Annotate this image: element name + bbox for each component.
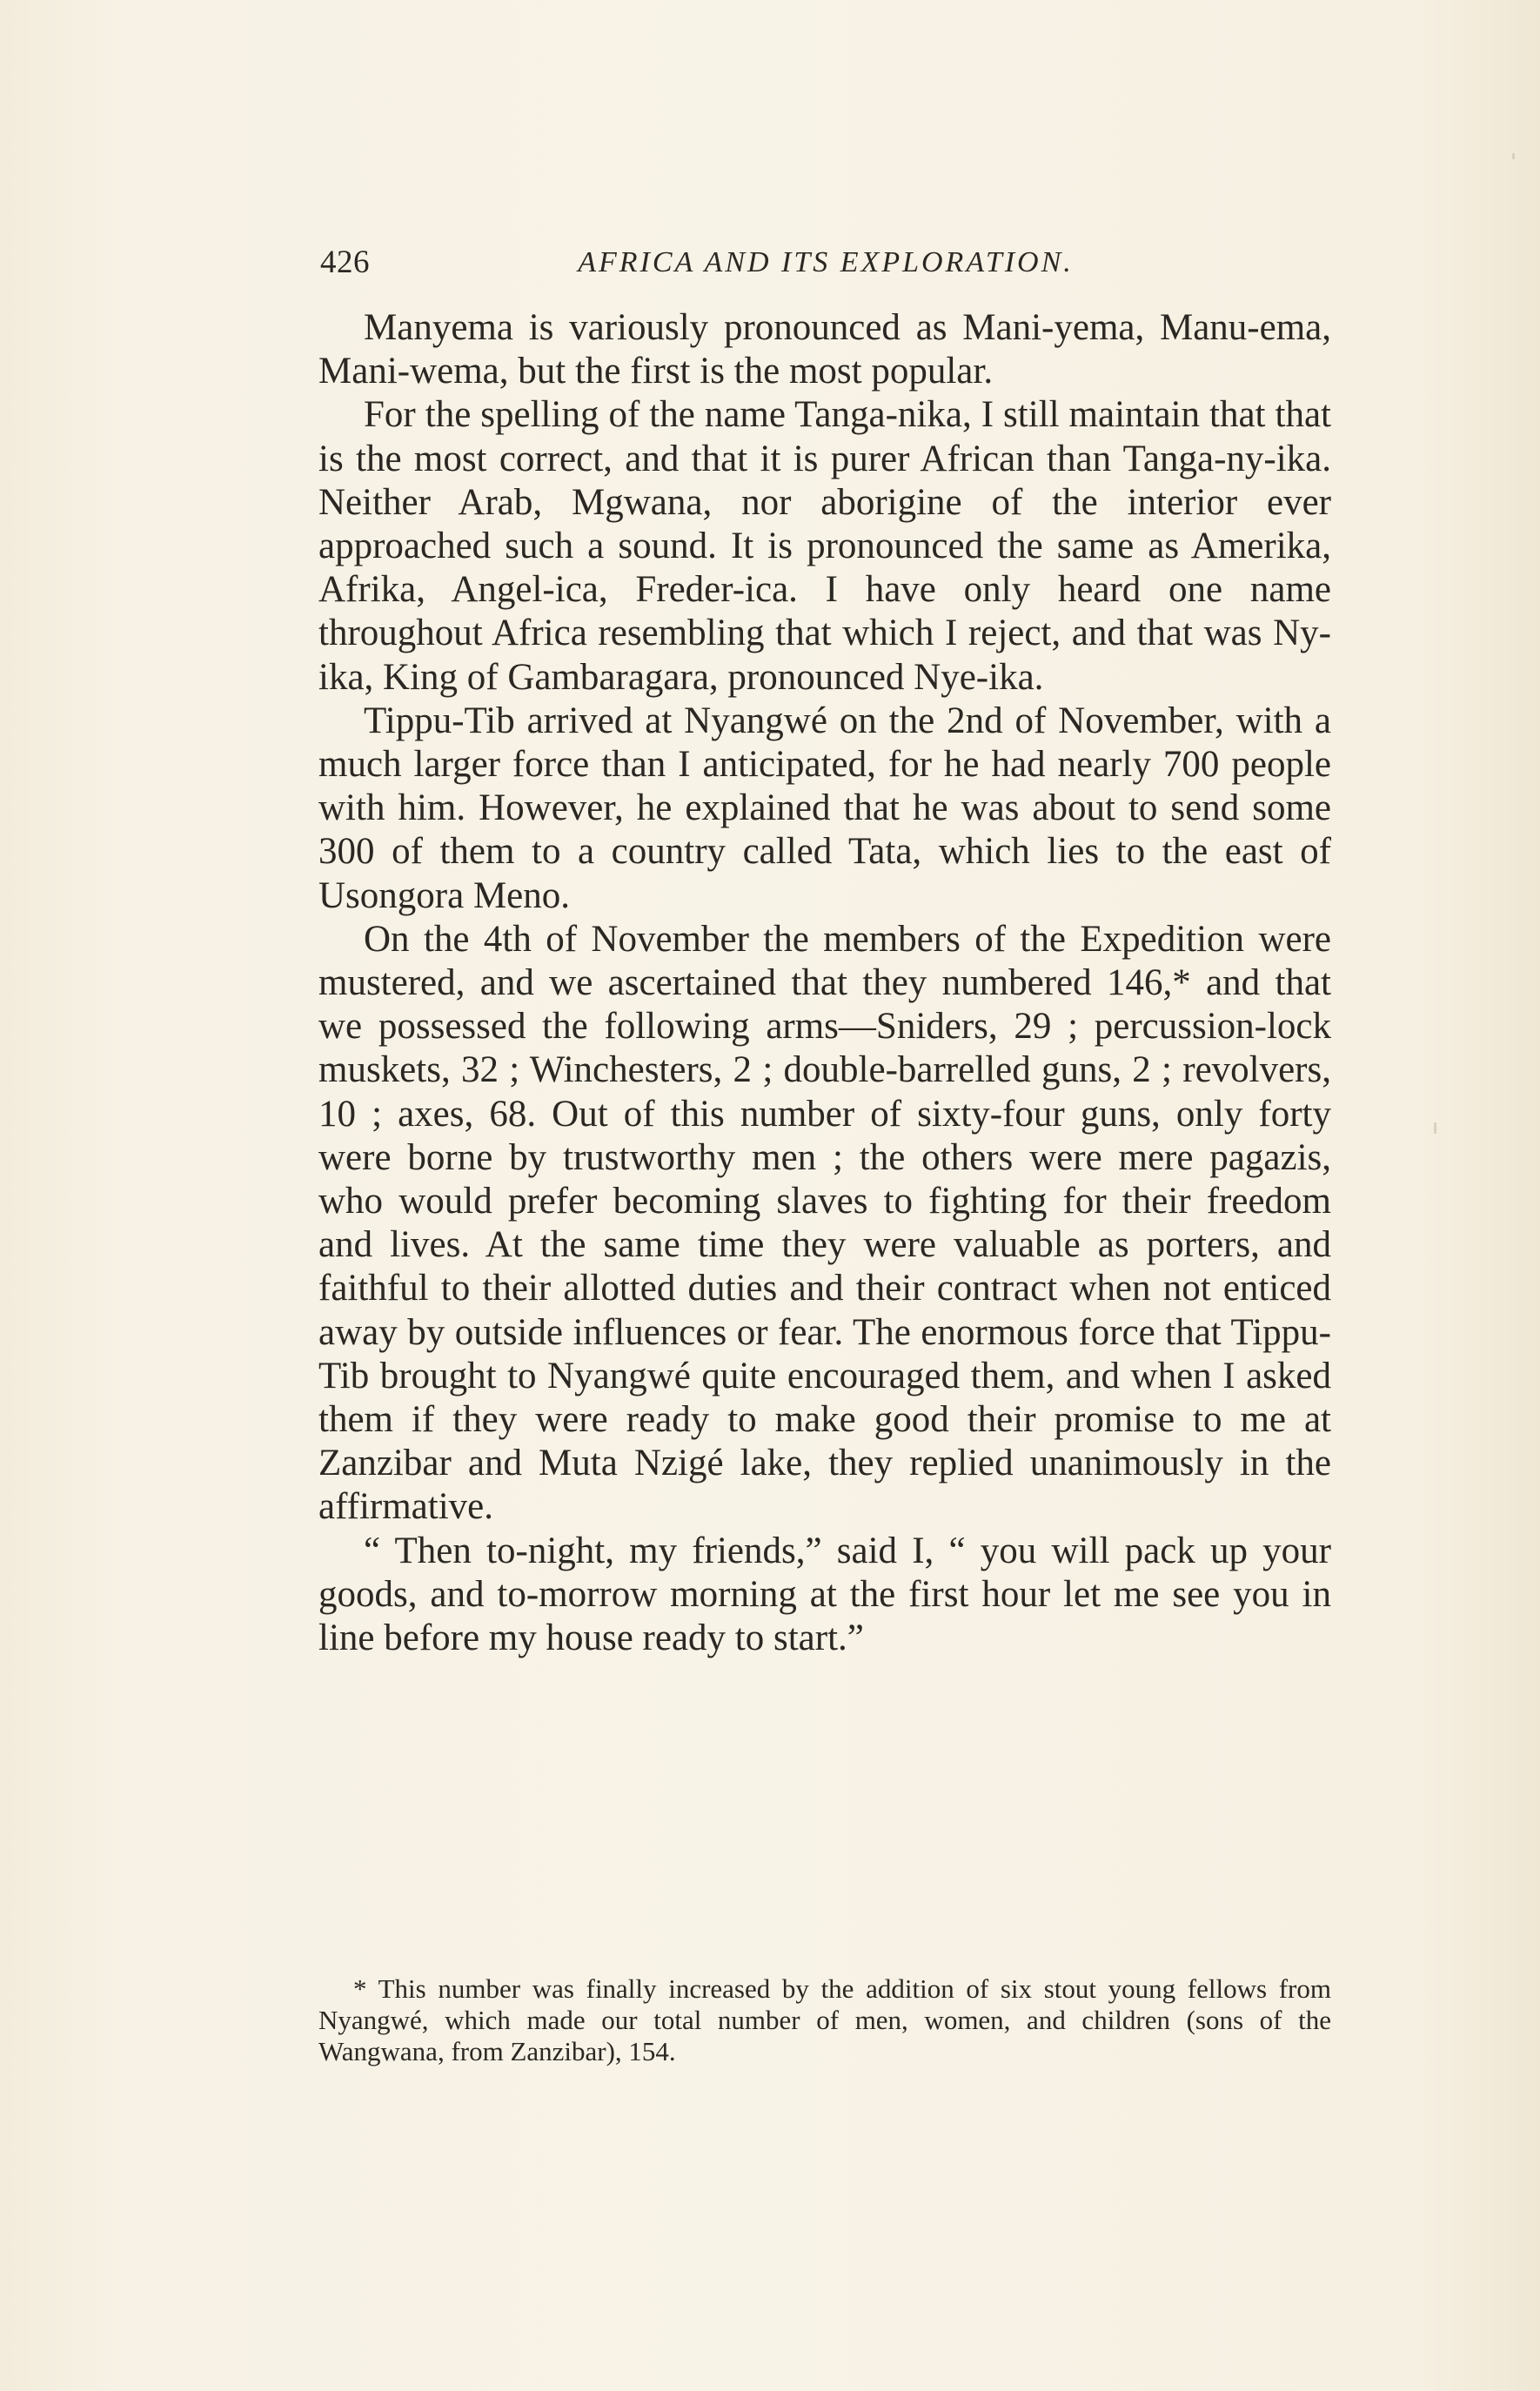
- page-header: [320, 237, 1331, 289]
- main-text: [318, 306, 1331, 1660]
- paragraph-manyema: Manyema is variously pronounced as Mani-yema, Manu-ema, Mani-wema, but the first is the most popular.: [318, 307, 1331, 392]
- page-number: 426: [320, 244, 370, 280]
- paragraph-expedition-muster: On the 4th of November the members of the Expedition were mustered, and we ascertained that they numbered 146,* and that we possessed the following arms—Sniders, 29 ; percussion-lock muskets, 32 ; Winchesters, 2 ; double-barrelled guns, 2 ; revolvers, 10 ; axes, 68. Out of this number of sixty-four guns, only forty were borne by trustworthy men ; the others were mere pagazis, who would prefer becoming slaves to fighting for their freedom and lives. At the same time they were valuable as porters, and faithful to their allotted duties and their contract when not enticed away by outside influences or fear. The enormous force that Tippu-Tib brought to Nyangwé quite encouraged them, and when I asked them if they were ready to make good their promise to me at Zanzibar and Muta Nzigé lake, they replied unanimously in the affirmative.: [318, 918, 1331, 1528]
- paragraph-tanganika: For the spelling of the name Tanga-nika, I still maintain that that is the most correct, and that it is purer African than Tanga-ny-ika. Neither Arab, Mgwana, nor aborigine of the interior ever approached such a sound. It is pronounced the same as Amerika, Afrika, Angel-ica, Freder-ica. I have only heard one name throughout Africa resembling that which I reject, and that was Ny-ika, King of Gambaragara, pronounced Nye-ika.: [318, 394, 1331, 698]
- page-speck: [1434, 1122, 1436, 1134]
- footnote: [318, 1973, 1331, 2067]
- paragraph-tonight: “ Then to-night, my friends,” said I, “ you will pack up your goods, and to-morrow morning at the first hour let me see you in line before my house ready to start.”: [318, 1530, 1331, 1659]
- page-speck: [1512, 153, 1515, 159]
- paragraph-tippu-tib: Tippu-Tib arrived at Nyangwé on the 2nd of November, with a much larger force than I anticipated, for he had nearly 700 people with him. However, he explained that he was about to send some 300 of them to a country called Tata, which lies to the east of Usongora Meno.: [318, 700, 1331, 916]
- footnote-text: * This number was finally increased by the addition of six stout young fellows from Nyangwé, which made our total number of men, women, and children (sons of the Wangwana, from Zanzibar), 154.: [318, 1973, 1331, 2066]
- running-title: AFRICA AND ITS EXPLORATION.: [578, 246, 1074, 278]
